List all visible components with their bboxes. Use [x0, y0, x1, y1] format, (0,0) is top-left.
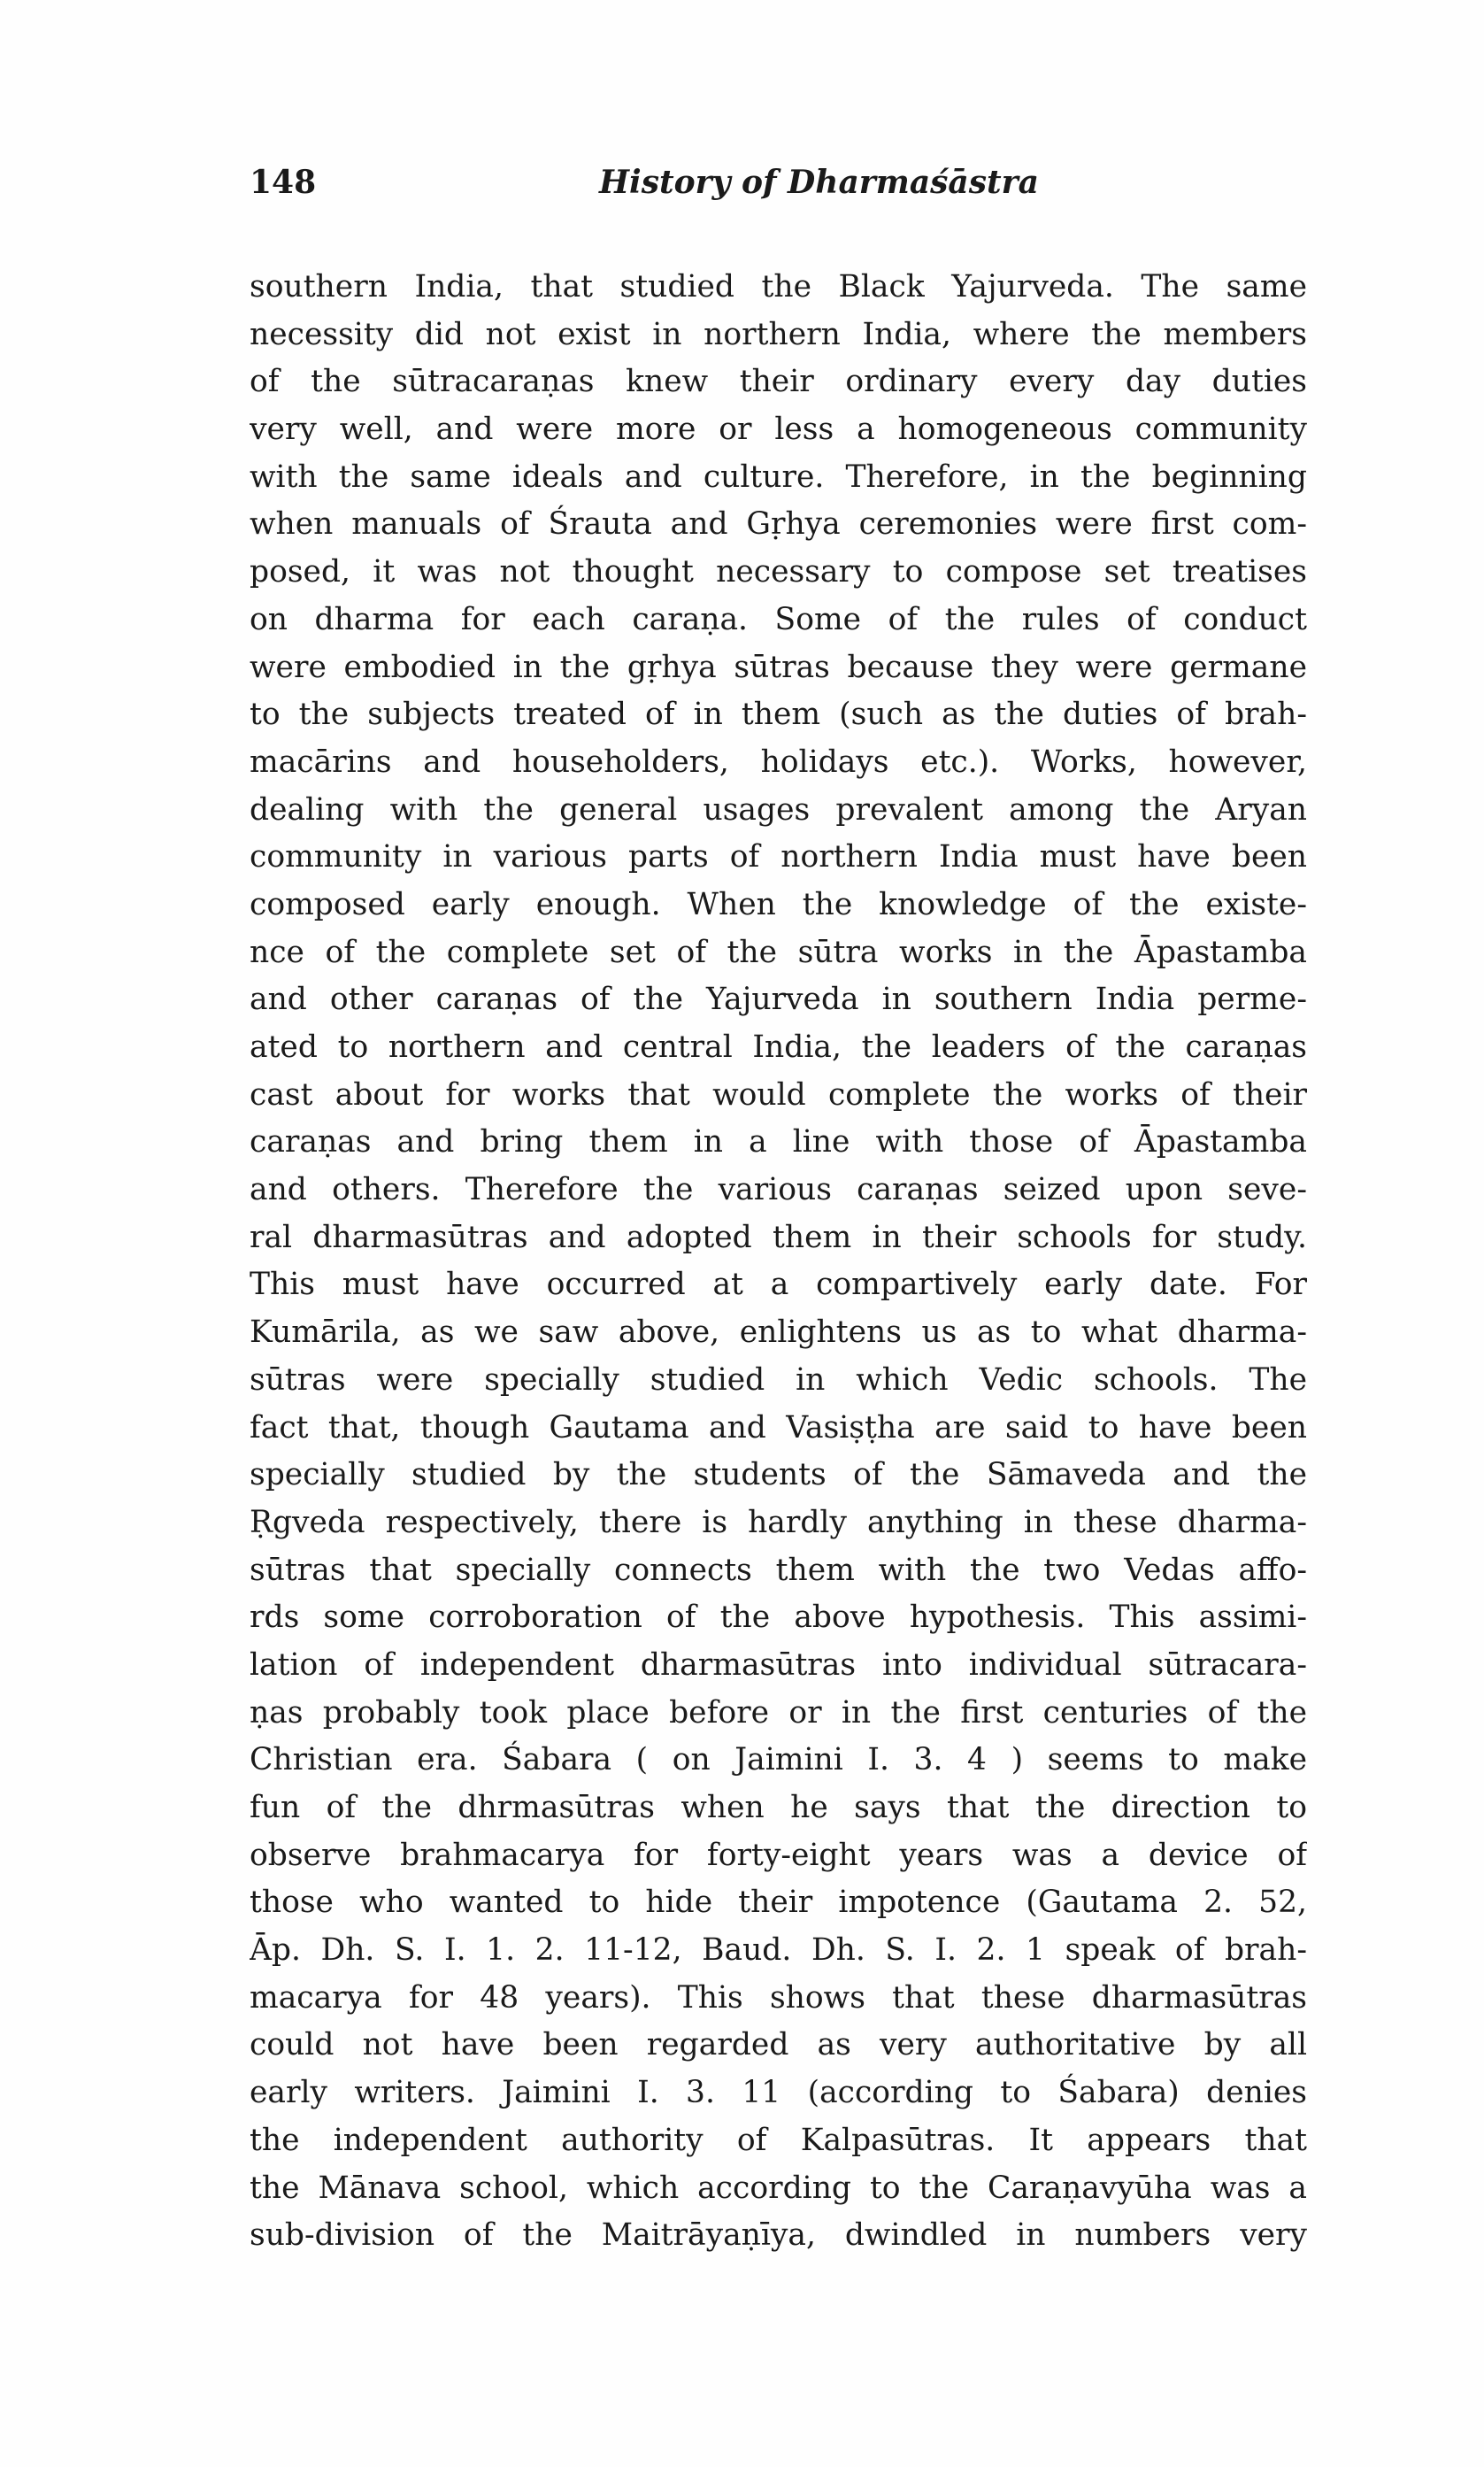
- text-line: to the subjects treated of in them (such as the duties of brah-: [250, 697, 1307, 733]
- text-line: on dharma for each caraṇa. Some of the rules of conduct: [250, 601, 1307, 637]
- text-line: of the sūtracaraṇas knew their ordinary every day duties: [250, 364, 1307, 400]
- page-header: [250, 164, 1311, 217]
- text-line: sūtras that specially connects them with the two Vedas affo-: [250, 1552, 1307, 1588]
- text-line: Āp. Dh. S. I. 1. 2. 11-12, Baud. Dh. S. I. 2. 1 speak of brah-: [250, 1932, 1307, 1969]
- text-line: macarya for 48 years). This shows that these dharmasūtras: [250, 1979, 1307, 2016]
- body-text: [250, 264, 1307, 2260]
- text-line: very well, and were more or less a homogeneous community: [250, 412, 1307, 448]
- text-line: were embodied in the gṛhya sūtras because they were germane: [250, 649, 1307, 685]
- text-line: southern India, that studied the Black Yajurveda. The same: [250, 269, 1307, 305]
- text-line: specially studied by the students of the Sāmaveda and the: [250, 1457, 1307, 1493]
- text-line: those who wanted to hide their impotence (Gautama 2. 52,: [250, 1885, 1307, 1921]
- text-line: cast about for works that would complete the works of their: [250, 1076, 1307, 1113]
- text-line: the independent authority of Kalpasūtras. It appears that: [250, 2122, 1307, 2158]
- running-title: History of Dharmaśāstra: [599, 164, 1039, 201]
- text-line: observe brahmacarya for forty-eight years was a device of: [250, 1837, 1307, 1873]
- text-line: composed early enough. When the knowledge of the existe-: [250, 886, 1307, 922]
- text-line: Christian era. Śabara ( on Jaimini I. 3. 4 ) seems to make: [250, 1742, 1307, 1778]
- text-line: caraṇas and bring them in a line with those of Āpastamba: [250, 1124, 1307, 1160]
- text-line: community in various parts of northern India must have been: [250, 839, 1307, 875]
- text-line: sūtras were specially studied in which Vedic schools. The: [250, 1361, 1307, 1398]
- text-line: and other caraṇas of the Yajurveda in southern India perme-: [250, 982, 1307, 1018]
- text-line: sub-division of the Maitrāyaṇīya, dwindled in numbers very: [250, 2217, 1307, 2254]
- text-line: fact that, though Gautama and Vasiṣṭha are said to have been: [250, 1409, 1307, 1446]
- text-line: ated to northern and central India, the leaders of the caraṇas: [250, 1029, 1307, 1065]
- text-line: early writers. Jaimini I. 3. 11 (according to Śabara) denies: [250, 2075, 1307, 2111]
- text-line: rds some corroboration of the above hypothesis. This assimi-: [250, 1600, 1307, 1636]
- text-line: ral dharmasūtras and adopted them in their schools for study.: [250, 1219, 1307, 1255]
- text-line: nce of the complete set of the sūtra works in the Āpastamba: [250, 934, 1307, 970]
- text-line: Ṛgveda respectively, there is hardly anything in these dharma-: [250, 1504, 1307, 1540]
- text-line: posed, it was not thought necessary to compose set treatises: [250, 554, 1307, 590]
- text-line: necessity did not exist in northern India, where the members: [250, 316, 1307, 352]
- text-line: ṇas probably took place before or in the first centuries of the: [250, 1694, 1307, 1731]
- text-line: This must have occurred at a compartively early date. For: [250, 1267, 1307, 1303]
- page-number: 148: [250, 164, 317, 201]
- text-line: when manuals of Śrauta and Gṛhya ceremonies were first com-: [250, 506, 1307, 543]
- text-line: and others. Therefore the various caraṇas seized upon seve-: [250, 1172, 1307, 1208]
- text-line: could not have been regarded as very authoritative by all: [250, 2027, 1307, 2063]
- text-line: fun of the dhrmasūtras when he says that the direction to: [250, 1790, 1307, 1825]
- text-line: with the same ideals and culture. Therefore, in the beginning: [250, 459, 1307, 495]
- text-line: macārins and householders, holidays etc.). Works, however,: [250, 744, 1307, 780]
- text-line: dealing with the general usages prevalent among the Aryan: [250, 791, 1307, 828]
- text-line: the Mānava school, which according to the Caraṇavyūha was a: [250, 2170, 1307, 2206]
- text-line: Kumārila, as we saw above, enlightens us as to what dharma-: [250, 1314, 1307, 1351]
- text-line: lation of independent dharmasūtras into individual sūtracara-: [250, 1646, 1307, 1683]
